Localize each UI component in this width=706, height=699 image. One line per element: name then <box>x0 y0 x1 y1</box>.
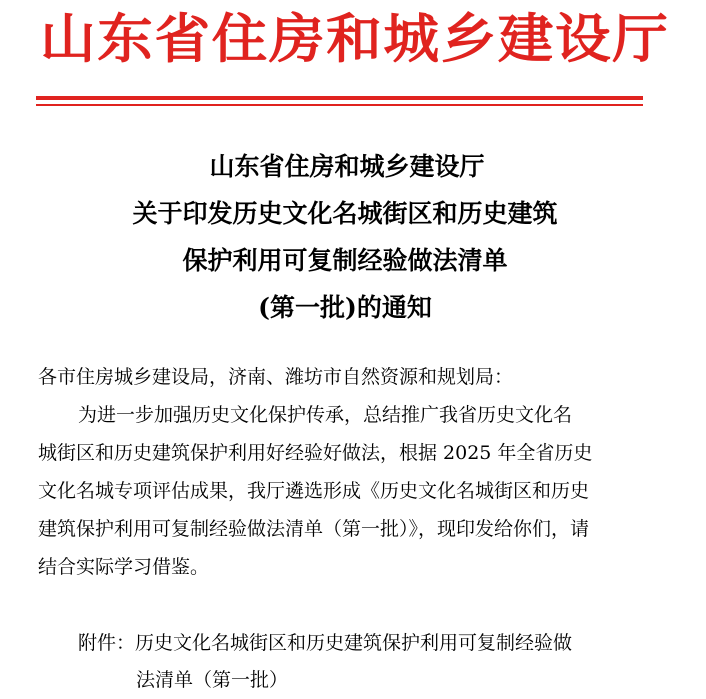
letterhead-red-rule <box>36 96 643 100</box>
body-paragraph-line: 结合实际学习借鉴。 <box>38 556 210 578</box>
document-title-line: 关于印发历史文化名城街区和历史建筑 <box>132 199 558 228</box>
document-title-line: 保护利用可复制经验做法清单 <box>182 246 508 275</box>
document-title-line: (第一批)的通知 <box>258 293 432 322</box>
document-title <box>0 143 706 331</box>
body-paragraph-line: 建筑保护利用可复制经验做法清单（第一批）》，现印发给你们，请 <box>38 518 590 540</box>
body-paragraph-line: 为进一步加强历史文化保护传承，总结推广我省历史文化名 <box>78 404 573 426</box>
attachment-line <box>78 624 572 662</box>
body-paragraph-line: 城街区和历史建筑保护利用好经验好做法，根据 2025 年全省历史 <box>38 442 593 464</box>
letterhead <box>0 6 706 72</box>
attachment-label: 附件： <box>78 632 136 654</box>
letterhead-agency-name: 山东省住房和城乡建设厅 <box>40 8 670 70</box>
addressee: 各市住房城乡建设局，济南、潍坊市自然资源和规划局： <box>38 366 514 388</box>
document-title-line: 山东省住房和城乡建设厅 <box>209 152 485 181</box>
letterhead-red-rule-thin <box>36 104 643 106</box>
attachment-title-continued: 法清单（第一批） <box>136 669 289 691</box>
attachment-title: 历史文化名城街区和历史建筑保护利用可复制经验做 <box>135 632 573 654</box>
body-paragraph-line: 文化名城专项评估成果，我厅遴选形成《历史文化名城街区和历史 <box>38 480 590 502</box>
